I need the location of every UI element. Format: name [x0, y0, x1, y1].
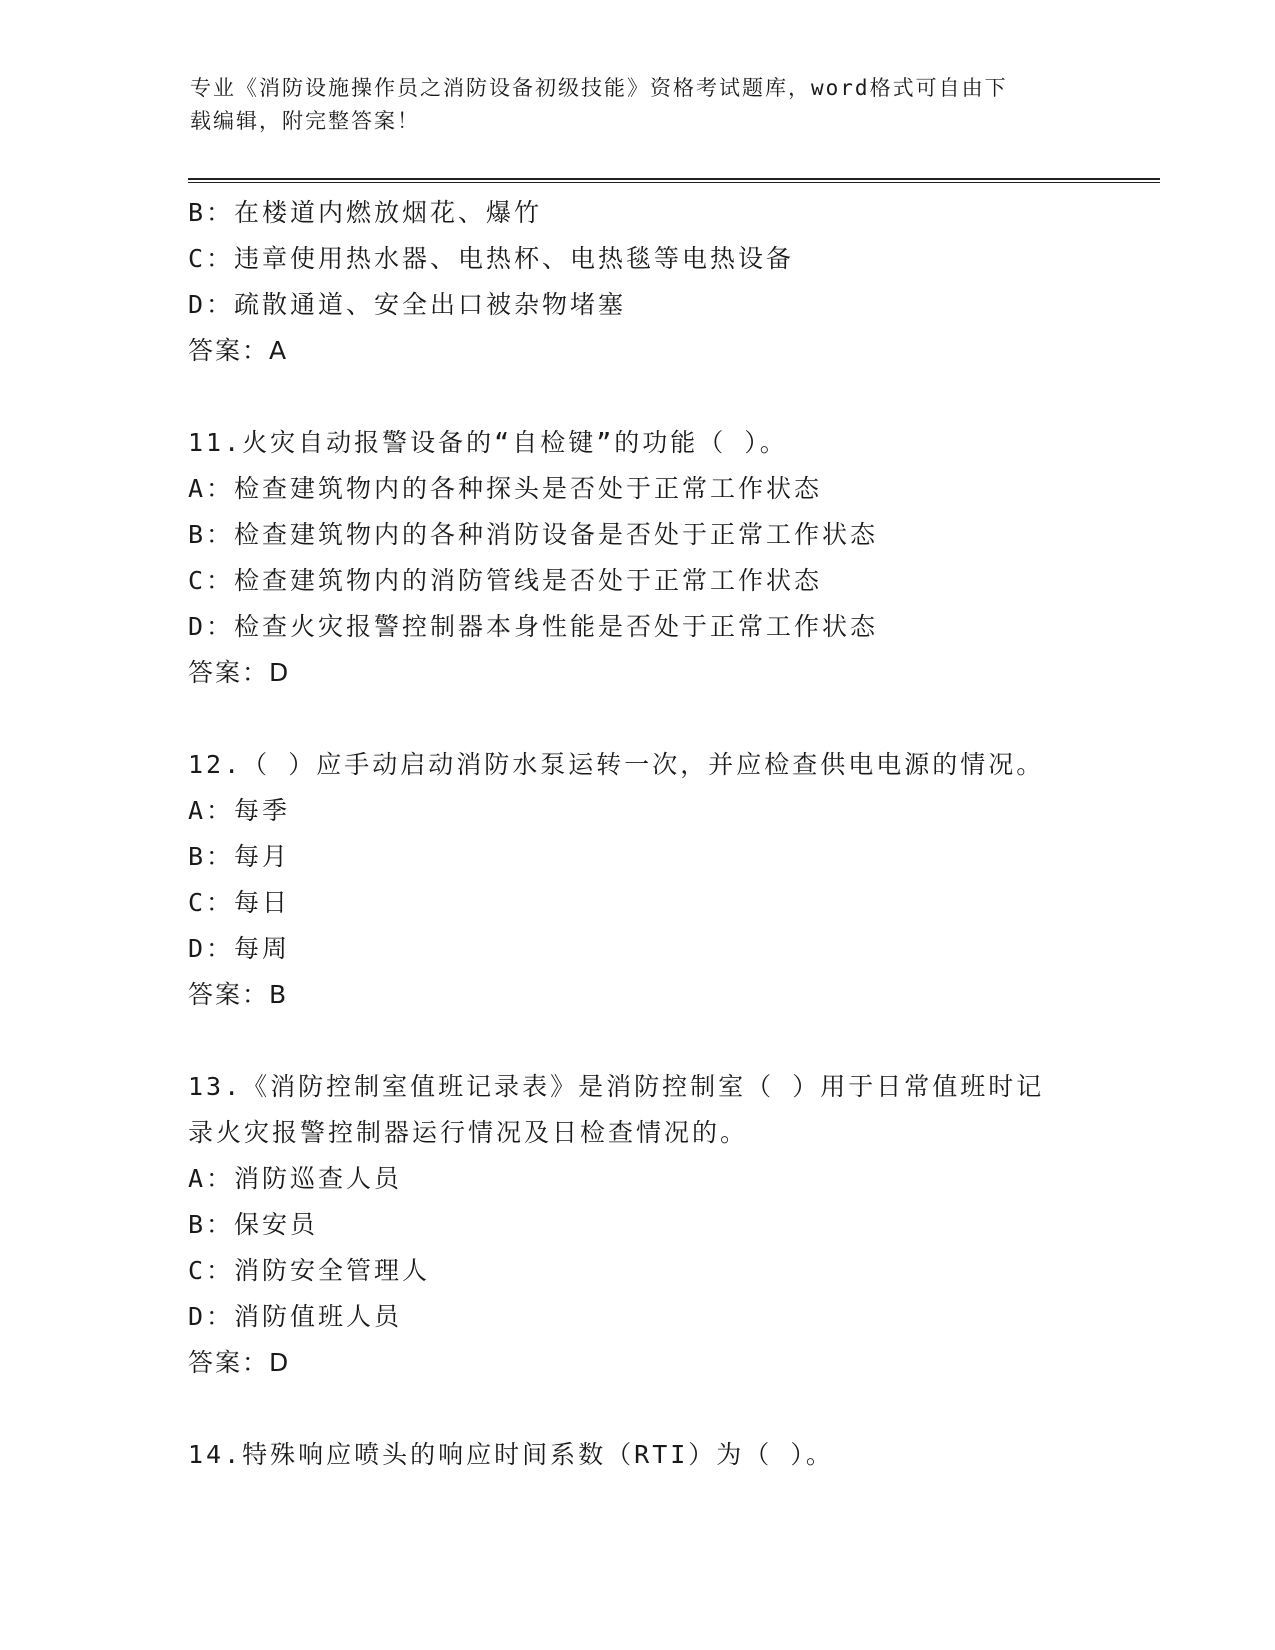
option-a: A：检查建筑物内的各种探头是否处于正常工作状态 [188, 474, 823, 503]
option-b: B：在楼道内燃放烟花、爆竹 [188, 198, 543, 227]
option-b: B：保安员 [188, 1210, 319, 1239]
option-d: D：检查火灾报警控制器本身性能是否处于正常工作状态 [188, 612, 879, 641]
option-a: A：消防巡查人员 [188, 1164, 403, 1193]
question-block-11 [188, 420, 1168, 696]
header-line-1: 专业《消防设施操作员之消防设备初级技能》资格考试题库，word格式可自由下 [190, 76, 1008, 100]
question-block-14 [188, 1432, 1168, 1478]
option-c: C：消防安全管理人 [188, 1256, 431, 1285]
question-list [188, 190, 1168, 1478]
option-c: C：违章使用热水器、电热杯、电热毯等电热设备 [188, 244, 795, 273]
question-block-12 [188, 742, 1168, 1018]
header-divider [188, 178, 1160, 183]
header-line-2: 载编辑，附完整答案！ [190, 109, 420, 133]
option-c: C：检查建筑物内的消防管线是否处于正常工作状态 [188, 566, 823, 595]
page-header [190, 72, 1090, 138]
question-text-line-2: 录火灾报警控制器运行情况及日检查情况的。 [188, 1118, 749, 1147]
option-b: B：检查建筑物内的各种消防设备是否处于正常工作状态 [188, 520, 879, 549]
answer: 答案：A [188, 336, 289, 365]
option-b: B：每月 [188, 842, 291, 871]
answer: 答案：D [188, 1348, 291, 1377]
option-d: D：每周 [188, 934, 291, 963]
option-a: A：每季 [188, 796, 291, 825]
answer: 答案：B [188, 980, 289, 1009]
option-c: C：每日 [188, 888, 291, 917]
question-text: 11.火灾自动报警设备的“自检键”的功能（ ）。 [188, 428, 788, 457]
option-d: D：消防值班人员 [188, 1302, 403, 1331]
question-text: 12.（ ）应手动启动消防水泵运转一次，并应检查供电电源的情况。 [188, 750, 1045, 779]
answer: 答案：D [188, 658, 291, 687]
question-block-10 [188, 190, 1168, 374]
question-block-13 [188, 1064, 1168, 1386]
question-text: 14.特殊响应喷头的响应时间系数（RTI）为（ ）。 [188, 1440, 834, 1469]
option-d: D：疏散通道、安全出口被杂物堵塞 [188, 290, 627, 319]
question-text-line-1: 13.《消防控制室值班记录表》是消防控制室（ ）用于日常值班时记 [188, 1072, 1045, 1101]
